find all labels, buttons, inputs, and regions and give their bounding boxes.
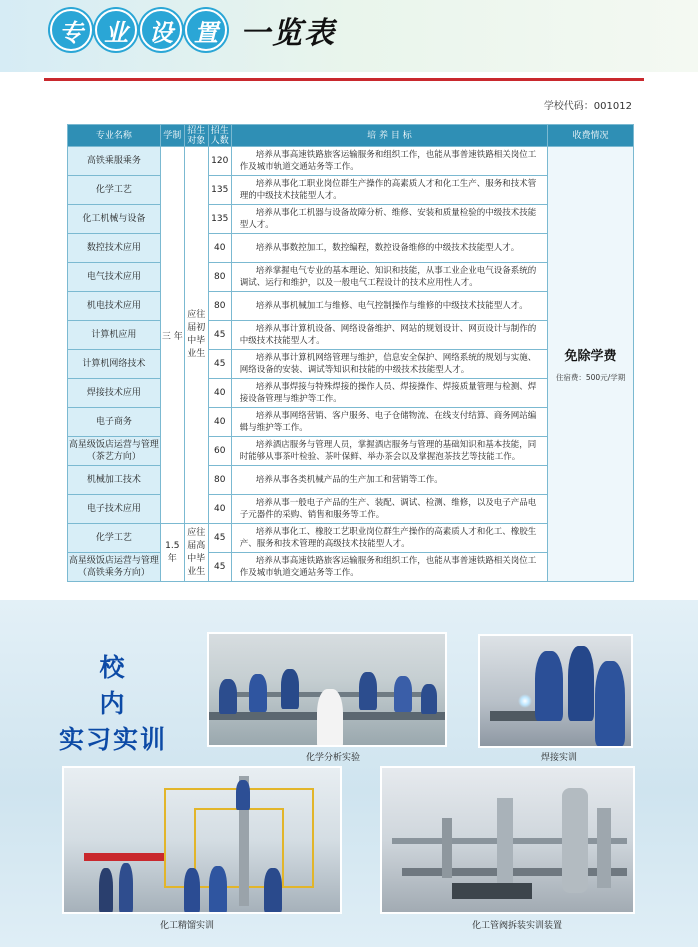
worker-figure bbox=[568, 646, 594, 721]
program-name: 高铁乘服乘务 bbox=[68, 147, 161, 176]
enroll-count: 60 bbox=[208, 437, 231, 466]
header-target: 招生对象 bbox=[184, 125, 208, 147]
enroll-count: 45 bbox=[208, 350, 231, 379]
worker-figure bbox=[535, 651, 563, 721]
enroll-count: 45 bbox=[208, 524, 231, 553]
student-figure bbox=[184, 868, 200, 913]
training-goal: 培养从事高速铁路旅客运输服务和组织工作，也能从事普速铁路相关岗位工作及城市轨道交通站务等工作。 bbox=[231, 553, 547, 582]
fee-sub: 住宿费：500元/学期 bbox=[555, 373, 626, 382]
fee-main: 免除学费 bbox=[564, 349, 617, 364]
enroll-count: 80 bbox=[208, 292, 231, 321]
teacher-figure bbox=[317, 689, 343, 747]
program-name: 数控技术应用 bbox=[68, 234, 161, 263]
vessel bbox=[597, 808, 611, 888]
training-goal: 培养酒店服务与管理人员，掌握酒店服务与管理的基础知识和基本技能，同时能够从事茶叶检验、茶叶保鲜、举办茶会以及掌握泡茶技艺等技能工作。 bbox=[231, 437, 547, 466]
training-goal: 培养从事数控加工，数控编程，数控设备维修的中级技术技能型人才。 bbox=[231, 234, 547, 263]
caption-pipe: 化工管阀拆装实训装置 bbox=[472, 921, 563, 931]
header-count: 招生人数 bbox=[208, 125, 231, 147]
enroll-count: 80 bbox=[208, 263, 231, 292]
training-goal: 培养从事计算机网络管理与维护，信息安全保护、网络系统的规划与实施、网络设备的安装、调试等知识和技能的中级技术技能型人才。 bbox=[231, 350, 547, 379]
training-goal: 培养从事化工职业岗位群生产操作的高素质人才和化工生产、服务和技术管理的中级技术技能型人才。 bbox=[231, 176, 547, 205]
training-goal: 培养掌握电气专业的基本理论、知识和技能，从事工业企业电气设备系统的调试、运行和维护，以及一般电气工程设计的技术应用性人才。 bbox=[231, 263, 547, 292]
student-figure bbox=[359, 672, 377, 710]
photo-pipe-valve bbox=[380, 766, 635, 914]
title-rest: 一览表 bbox=[240, 16, 336, 51]
training-title-line2: 实习实训 bbox=[58, 725, 167, 754]
student-figure bbox=[99, 868, 113, 913]
caption-distill: 化工精馏实训 bbox=[160, 921, 215, 931]
vessel bbox=[497, 798, 513, 888]
program-name: 电子商务 bbox=[68, 408, 161, 437]
training-title bbox=[48, 650, 178, 758]
table-row bbox=[68, 147, 634, 176]
header-fee: 收费情况 bbox=[548, 125, 634, 147]
program-name: 电子技术应用 bbox=[68, 495, 161, 524]
program-name: 计算机网络技术 bbox=[68, 350, 161, 379]
target-cell: 应往届初中毕业生 bbox=[184, 147, 208, 524]
title-badge: 业 bbox=[95, 9, 137, 51]
worker-figure bbox=[595, 661, 625, 746]
enroll-count: 80 bbox=[208, 466, 231, 495]
student-figure bbox=[421, 684, 437, 714]
enroll-count: 45 bbox=[208, 553, 231, 582]
program-name: 化学工艺 bbox=[68, 524, 161, 553]
enroll-count: 40 bbox=[208, 234, 231, 263]
weld-spark bbox=[518, 694, 532, 708]
pump bbox=[452, 883, 532, 899]
fee-cell bbox=[548, 147, 634, 582]
student-figure bbox=[236, 780, 250, 810]
program-table bbox=[67, 124, 634, 582]
enroll-count: 40 bbox=[208, 408, 231, 437]
program-name: 高星级饭店运营与管理（高铁乘务方向） bbox=[68, 553, 161, 582]
caption-weld: 焊接实训 bbox=[541, 753, 578, 763]
title-badges bbox=[50, 9, 230, 51]
enroll-count: 40 bbox=[208, 495, 231, 524]
caption-chem: 化学分析实验 bbox=[306, 753, 361, 763]
program-name: 机电技术应用 bbox=[68, 292, 161, 321]
duration-cell: 三 年 bbox=[160, 147, 184, 524]
header-duration: 学制 bbox=[160, 125, 184, 147]
enroll-count: 135 bbox=[208, 205, 231, 234]
duration-cell: 1.5年 bbox=[160, 524, 184, 582]
photo-chem-lab bbox=[207, 632, 447, 747]
student-figure bbox=[281, 669, 299, 709]
table-header-row bbox=[68, 125, 634, 147]
training-goal: 培养从事一般电子产品的生产、装配、调试、检测、维修，以及电子产品电子元器件的采购、销售和服务等工作。 bbox=[231, 495, 547, 524]
program-name: 高星级饭店运营与管理（茶艺方向） bbox=[68, 437, 161, 466]
title-badge: 专 bbox=[50, 9, 92, 51]
student-figure bbox=[119, 863, 133, 913]
title-badge: 置 bbox=[185, 9, 227, 51]
page-title bbox=[50, 8, 336, 52]
divider-line bbox=[44, 78, 644, 81]
photo-welding bbox=[478, 634, 633, 748]
student-figure bbox=[219, 679, 237, 714]
vessel bbox=[442, 818, 452, 878]
training-goal: 培养从事焊接与特殊焊接的操作人员、焊接操作、焊接质量管理与检测、焊接设备管理与维护等工作。 bbox=[231, 379, 547, 408]
header-goal: 培 养 目 标 bbox=[231, 125, 547, 147]
enroll-count: 135 bbox=[208, 176, 231, 205]
training-goal: 培养从事机械加工与维修、电气控制操作与维修的中级技术技能型人才。 bbox=[231, 292, 547, 321]
student-figure bbox=[264, 868, 282, 913]
photo-distillation bbox=[62, 766, 342, 914]
training-goal: 培养从事各类机械产品的生产加工和营销等工作。 bbox=[231, 466, 547, 495]
student-figure bbox=[209, 866, 227, 914]
pipe-line bbox=[402, 868, 627, 876]
enroll-count: 45 bbox=[208, 321, 231, 350]
student-figure bbox=[249, 674, 267, 712]
program-name: 计算机应用 bbox=[68, 321, 161, 350]
training-goal: 培养从事化工、橡胶工艺职业岗位群生产操作的高素质人才和化工、橡胶生产、服务和技术管理的高级技术技能型人才。 bbox=[231, 524, 547, 553]
header-name: 专业名称 bbox=[68, 125, 161, 147]
training-goal: 培养从事高速铁路旅客运输服务和组织工作，也能从事普速铁路相关岗位工作及城市轨道交通站务等工作。 bbox=[231, 147, 547, 176]
program-name: 机械加工技术 bbox=[68, 466, 161, 495]
enroll-count: 40 bbox=[208, 379, 231, 408]
program-name: 化学工艺 bbox=[68, 176, 161, 205]
program-name: 化工机械与设备 bbox=[68, 205, 161, 234]
enroll-count: 120 bbox=[208, 147, 231, 176]
program-name: 电气技术应用 bbox=[68, 263, 161, 292]
vessel bbox=[562, 788, 588, 893]
training-title-line1: 校 内 bbox=[99, 653, 147, 718]
student-figure bbox=[394, 676, 412, 712]
training-goal: 培养从事网络营销、客户服务、电子仓储物流、在线支付结算、商务网站编辑与维护等工作。 bbox=[231, 408, 547, 437]
banner-strip bbox=[84, 853, 164, 861]
training-goal: 培养从事计算机设备、网络设备维护、网站的规划设计、网页设计与制作的中级技术技能型人才。 bbox=[231, 321, 547, 350]
school-code: 学校代码：001012 bbox=[543, 101, 632, 112]
target-cell: 应往届高中毕业生 bbox=[184, 524, 208, 582]
title-badge: 设 bbox=[140, 9, 182, 51]
training-goal: 培养从事化工机器与设备故障分析、维修、安装和质量检验的中级技术技能型人才。 bbox=[231, 205, 547, 234]
program-name: 焊接技术应用 bbox=[68, 379, 161, 408]
